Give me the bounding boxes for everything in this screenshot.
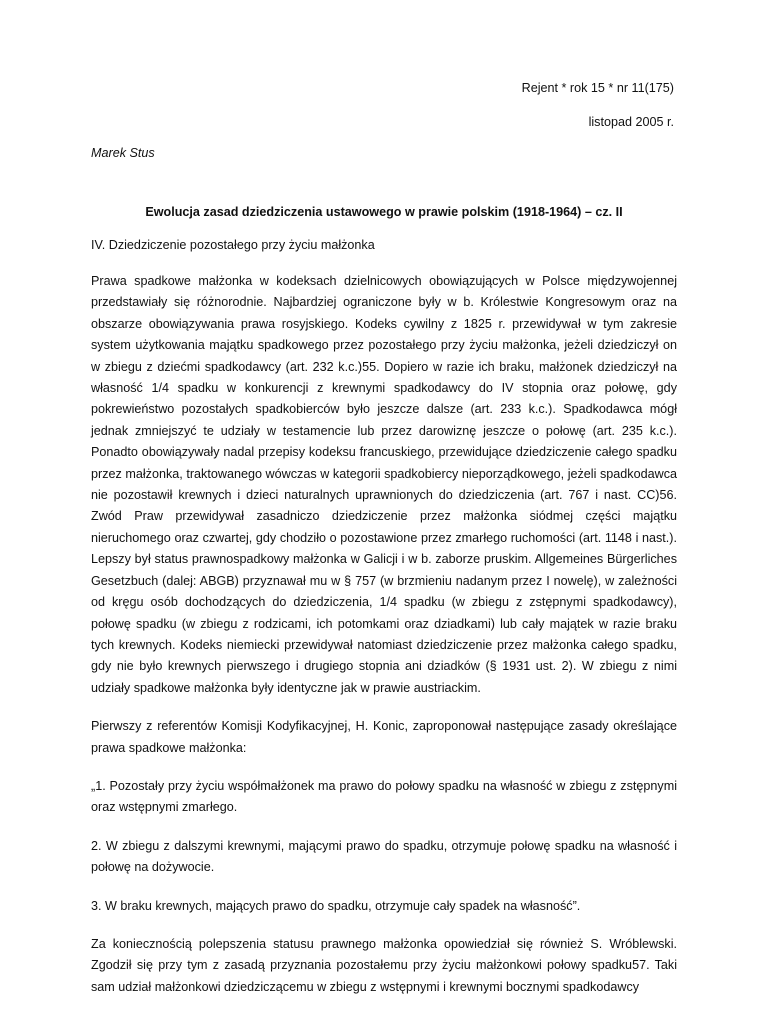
paragraph-quote-point-1: „1. Pozostały przy życiu współmałżonek ma prawo do połowy spadku na własność w zbiegu z zstępnymi oraz wstępnymi zmarłego. [91, 778, 677, 815]
issue-date: listopad 2005 r. [588, 115, 674, 129]
journal-header: Rejent * rok 15 * nr 11(175) [521, 81, 674, 95]
author-name: Marek Stus [91, 146, 155, 160]
paragraph-quote-point-3: 3. W braku krewnych, mających prawo do spadku, otrzymuje cały spadek na własność”. [91, 898, 581, 913]
article-body [91, 271, 677, 1015]
paragraph-wroblewski: Za koniecznością polepszenia statusu prawnego małżonka opowiedział się również S. Wróblewski. Zgodził się przy tym z zasadą przyznania pozostałemu przy życiu małżonkowi połowy spadku57. Taki sam udział małżonkowi dziedziczącemu w zbiegu z wstępnymi i krewnymi bocznymi spadkodawcy [91, 936, 677, 994]
article-title: Ewolucja zasad dziedziczenia ustawowego w prawie polskim (1918-1964) – cz. II [145, 205, 623, 219]
section-heading: IV. Dziedziczenie pozostałego przy życiu małżonka [91, 238, 375, 252]
paragraph-konic-proposal: Pierwszy z referentów Komisji Kodyfikacyjnej, H. Konic, zaproponował następujące zasady określające prawa spadkowe małżonka: [91, 719, 677, 755]
paragraph-quote-point-2: 2. W zbiegu z dalszymi krewnymi, mającymi prawo do spadku, otrzymuje połowę spadku na własność i połowę na dożywocie. [91, 838, 677, 875]
paragraph-spousal-rights: Prawa spadkowe małżonka w kodeksach dzielnicowych obowiązujących w Polsce międzywojennej przedstawiały się różnorodnie. Najbardziej ograniczone były w b. Królestwie Kongresowym oraz na obszarze obowiązywania prawa rosyjskiego. Kodeks cywilny z 1825 r. przewidywał w tym zakresie system użytkowania majątku spadkowego przez pozostałego przy życiu małżonka, jeżeli dziedziczył on w zbiegu z dziećmi spadkodawcy (art. 232 k.c.)55. Dopiero w razie ich braku, małżonek dziedziczył na własność 1/4 spadku w konkurencji z krewnymi spadkodawcy do IV stopnia oraz połowę, gdy pokrewieństwo pozostałych spadkobierców było jeszcze dalsze (art. 233 k.c.). Spadkodawca mógł jednak zmniejszyć te udziały w testamencie lub przez darowiznę jeszcze o połowę (art. 235 k.c.). Ponadto obowiązywały nadal przepisy kodeksu francuskiego, przewidujące dziedziczenie całego spadku przez małżonka, traktowanego wówczas w kategorii spadkobiercy nieporządkowego, jeżeli spadkodawca nie pozostawił krewnych i dzieci naturalnych uprawnionych do dziedziczenia (art. 767 i nast. CC)56. Zwód Praw przewidywał zasadniczo dziedziczenie przez małżonka siódmej części majątku nieruchomego oraz czwartej, gdy chodziło o pozostawione przez zmarłego ruchomości (art. 1148 i nast.). Lepszy był status prawnospadkowy małżonka w Galicji i w b. zaborze pruskim. Allgemeines Bürgerliches Gesetzbuch (dalej: ABGB) przyznawał mu w § 757 (w brzmieniu nadanym przez I nowelę), w zależności od kręgu osób dochodzących do dziedziczenia, 1/4 spadku (w zbiegu z zstępnymi spadkodawcy), połowę spadku (w zbiegu z rodzicami, ich potomkami oraz dziadkami) lub cały majątek w razie braku tych krewnych. Kodeks niemiecki przewidywał natomiast dziedziczenie przez małżonka całego spadku, gdy nie było krewnych pierwszego i drugiego stopnia ani dziadków (§ 1931 ust. 2). W zbiegu z nimi udziały spadkowe małżonka były identyczne jak w prawie austriackim. [91, 274, 677, 695]
